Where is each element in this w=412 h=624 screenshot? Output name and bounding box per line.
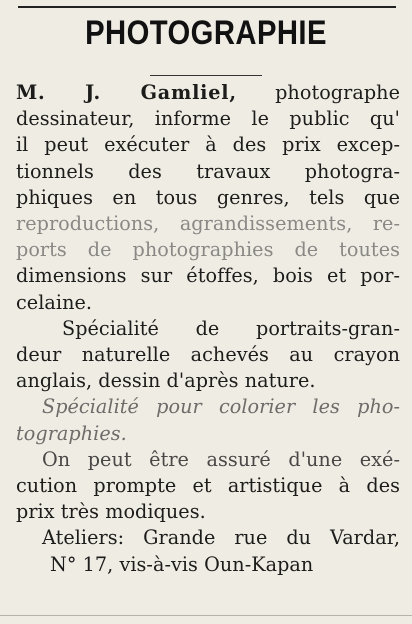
title-divider bbox=[150, 75, 262, 76]
text-line: reproductions, agrandissements, re- bbox=[16, 212, 400, 236]
text-line: celaine. bbox=[16, 290, 93, 314]
advertisement-body bbox=[16, 80, 400, 578]
paragraph-assurance bbox=[16, 447, 400, 473]
text-line: tionnels des travaux photogra- bbox=[16, 159, 400, 183]
paragraph-portraits-cont bbox=[16, 342, 400, 394]
paragraph-portraits bbox=[16, 316, 400, 342]
paragraph-intro bbox=[16, 80, 400, 316]
advertiser-name: M. J. Gamliel, bbox=[16, 81, 237, 104]
address-block-cont bbox=[16, 552, 400, 578]
text-line: deur naturelle achevés au crayon bbox=[16, 343, 400, 367]
text-line: M. J. Gamliel, photographe bbox=[16, 81, 400, 104]
text-line: phiques en tous genres, tels que bbox=[16, 185, 400, 209]
text-line: cution prompte et artistique à des bbox=[16, 474, 400, 498]
text-line: prix très modiques. bbox=[16, 500, 206, 524]
text-line: tographies. bbox=[16, 421, 127, 445]
text-line: dimensions sur étoffes, bois et por- bbox=[16, 264, 400, 288]
text-line: il peut exécuter à des prix excep- bbox=[16, 133, 400, 157]
top-divider bbox=[18, 6, 396, 8]
text-line: anglais, dessin d'après nature. bbox=[16, 369, 316, 393]
text-line: ports de photographies de toutes bbox=[16, 238, 400, 262]
address-line: N° 17, vis-à-vis Oun-Kapan bbox=[50, 552, 314, 576]
text-line: Spécialité pour colorier les pho- bbox=[42, 395, 400, 419]
address-block bbox=[16, 525, 400, 551]
paragraph-coloring-cont bbox=[16, 421, 400, 447]
paragraph-assurance-cont bbox=[16, 473, 400, 525]
text-line: Spécialité de portraits-gran- bbox=[62, 316, 400, 340]
paragraph-coloring bbox=[16, 394, 400, 420]
bottom-divider bbox=[0, 615, 412, 616]
text-line: dessinateur, informe le public qu' bbox=[16, 107, 400, 131]
advertisement-title: PHOTOGRAPHIE bbox=[85, 14, 327, 52]
address-line: Ateliers: Grande rue du Vardar, bbox=[42, 526, 400, 550]
text-line: On peut être assuré d'une exé- bbox=[42, 447, 400, 471]
